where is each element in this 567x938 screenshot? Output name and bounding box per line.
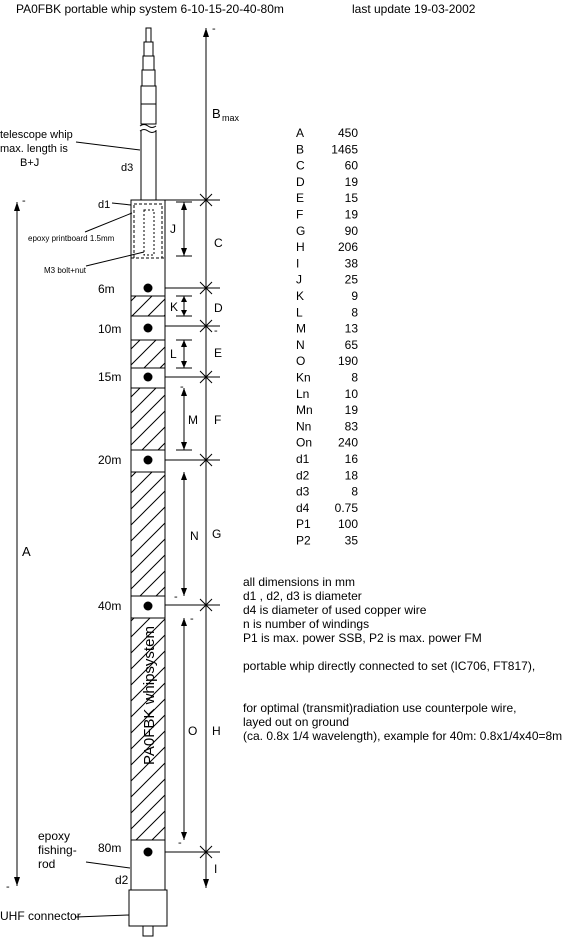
A-top-dash: - [22,195,26,207]
dim-key-on: On [296,435,313,450]
tap-dot-80m [144,848,153,857]
section-C: C [214,236,223,250]
dim-key-nn: Nn [296,419,312,434]
telescope-label-line3: B+J [20,157,40,169]
dim-value-m: 13 [344,321,358,336]
section-L: L [170,347,177,361]
section-M: M [188,413,198,427]
coil-L [131,340,165,368]
dim-value-a: 450 [337,126,358,140]
telescope-label-line1: telescope whip [0,129,73,141]
coil-K [131,296,165,316]
dim-value-b: 1465 [331,142,358,157]
dim-key-c: C [296,158,305,173]
dim-value-g: 90 [344,223,358,238]
uhf-label: UHF connector [0,909,81,923]
dim-key-b: B [296,142,305,157]
dimension-A [6,195,31,893]
tap-label-20m: 20m [98,453,122,467]
dim-value-d3: 8 [351,484,358,499]
dim-value-mn: 19 [344,403,358,418]
tap-label-40m: 40m [98,599,122,613]
tap-dot-20m [144,456,153,465]
bolt-label: M3 bolt+nut [44,266,87,275]
break-mark-upper [140,125,156,128]
note-power: P1 is max. power SSB, P2 is max. power FM [243,631,482,645]
dim-value-f: 19 [344,207,358,222]
tap-dot-15m [144,373,153,382]
telescope-label-line2: max. length is [0,143,68,155]
tap-label-6m: 6m [98,282,115,296]
dim-key-d: D [296,174,305,189]
notes [243,575,562,743]
A-letter: A [22,544,31,559]
section-K: K [170,300,179,314]
vertical-system-label: PA0FBK whipsystem [141,626,158,765]
section-J: J [170,222,176,236]
dim-value-l: 8 [351,305,358,320]
coil-M [131,388,165,450]
dim-key-g: G [296,223,306,238]
d1-leader [112,203,131,205]
note-wire: d4 is diameter of used copper wire [243,603,427,617]
epoxy-board-label: epoxy printboard 1.5mm [28,234,115,243]
d1-label: d1 [98,199,111,211]
dim-key-n: N [296,337,305,352]
dim-key-d1: d1 [296,452,310,466]
dim-value-ln: 10 [344,386,358,401]
dim-value-d: 19 [344,174,358,189]
dim-key-i: I [296,256,300,271]
tap-label-10m: 10m [98,322,122,336]
tap-label-15m: 15m [98,370,122,384]
dim-value-k: 9 [351,289,358,303]
dim-value-p1: 100 [337,517,358,532]
telescope-whip [140,28,156,200]
dim-key-l: L [296,305,303,320]
break-mark-lower [140,130,156,133]
tap-dot-10m [144,324,153,333]
O-bottom-dash: - [178,837,182,849]
N-bottom-dash: - [174,591,178,603]
note-example: (ca. 0.8x 1/4 wavelength), example for 40m: 0.8x1/4x40=8m [243,729,563,743]
dim-key-o: O [296,354,306,369]
dim-value-o: 190 [337,354,358,369]
note-diameter: d1 , d2, d3 is diameter [243,589,362,603]
dim-value-c: 60 [344,158,358,173]
d3-label: d3 [121,162,134,174]
dim-value-e: 15 [344,191,358,206]
note-windings: n is number of windings [243,617,370,631]
inner-dimension-chain [170,202,199,849]
dim-value-d4: 0.75 [334,500,358,515]
section-F: F [214,413,222,427]
dim-value-i: 38 [344,256,358,271]
rod-leader [86,862,130,868]
E-top-dash: - [214,325,218,337]
tap-label-80m: 80m [98,841,122,855]
dim-key-h: H [296,240,305,255]
section-E: E [214,346,223,360]
A-bottom-dash: - [6,881,10,893]
dim-value-on: 240 [337,435,358,450]
section-D: D [214,301,223,315]
epoxy-printboard [134,204,162,258]
dim-key-d3: d3 [296,484,310,499]
note-counterpole: for optimal (transmit)radiation use counterpole wire, [243,701,517,715]
section-G: G [212,527,222,541]
dim-key-j: J [296,272,302,287]
dim-value-nn: 83 [344,419,358,434]
M-top-dash: - [180,381,184,393]
dim-key-f: F [296,207,304,222]
uhf-connector [129,890,167,936]
right-dimension-chain [165,23,240,888]
note-connection: portable whip directly connected to set (IC706, FT817), [243,659,536,673]
dim-value-d1: 16 [344,452,358,466]
dim-key-e: E [296,191,305,206]
tap-dot-6m [144,284,153,293]
dim-value-h: 206 [337,240,358,255]
fishing-rod-body [131,200,165,890]
rod-label-line1: epoxy [38,829,71,843]
diagram-title: PA0FBK portable whip system 6-10-15-20-40-80m [16,2,284,16]
tap-dot-40m [144,602,153,611]
dim-key-p1: P1 [296,517,311,532]
bmax-letter: B [212,106,221,121]
dim-value-n: 65 [344,337,358,352]
section-I: I [214,862,218,876]
dim-key-m: M [296,321,306,336]
dimension-table [296,126,358,548]
d2-label: d2 [115,873,129,887]
bmax-top-dash: - [212,23,216,35]
bmax-subscript: max [222,113,240,123]
dim-key-p2: P2 [296,533,311,548]
note-units: all dimensions in mm [243,575,356,589]
dim-key-a: A [296,126,305,140]
section-O: O [188,724,198,738]
dim-key-d2: d2 [296,468,310,483]
last-update: last update 19-03-2002 [352,2,476,16]
dim-value-d2: 18 [344,468,358,483]
dim-value-p2: 35 [344,533,358,548]
dim-key-d4: d4 [296,500,310,515]
dim-key-k: K [296,289,305,303]
dim-key-ln: Ln [296,386,310,401]
telescope-leader [76,142,140,150]
section-H: H [212,724,221,738]
dim-key-mn: Mn [296,403,313,418]
uhf-leader [76,915,129,917]
note-ground: layed out on ground [243,715,350,729]
O-top-dash: - [190,613,194,625]
coil-N [131,472,165,596]
section-N: N [190,529,199,543]
dim-value-j: 25 [344,272,358,287]
rod-label-line2: fishing- [38,843,77,857]
rod-label-line3: rod [38,857,56,871]
epoxy-board-leader [85,213,132,232]
dim-key-kn: Kn [296,370,311,385]
dim-value-kn: 8 [351,370,358,385]
